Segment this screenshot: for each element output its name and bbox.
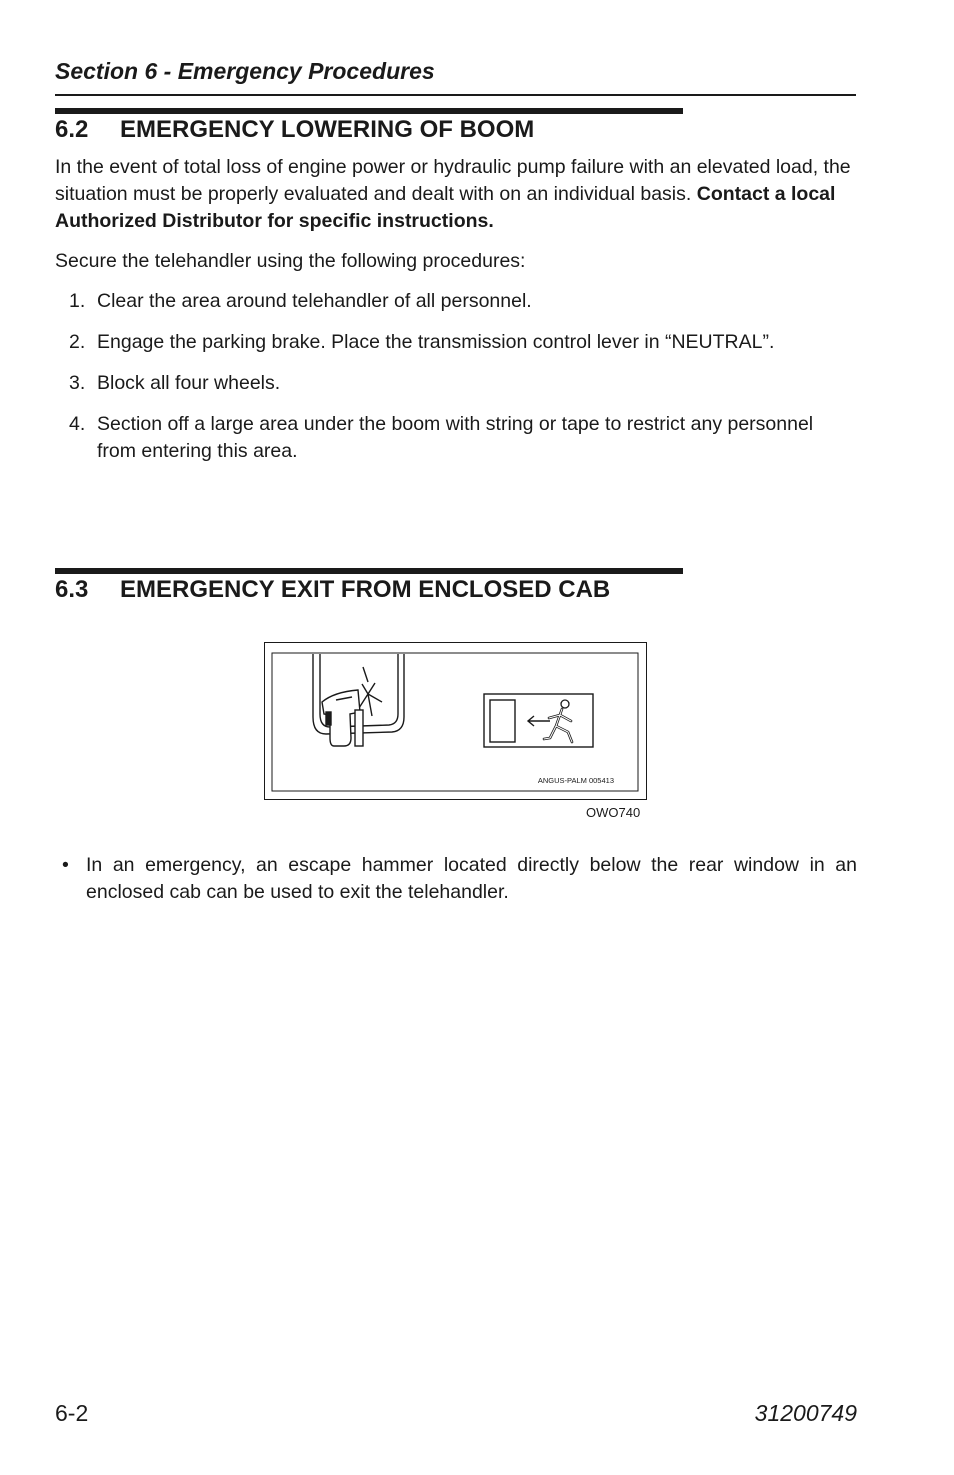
procedure-step xyxy=(55,411,857,465)
escape-hammer-decal-figure xyxy=(264,642,647,800)
section-header-title: Section 6 - Emergency Procedures xyxy=(55,58,435,84)
document-number: 31200749 xyxy=(754,1400,857,1426)
step-text: Engage the parking brake. Place the transmission control lever in “NEUTRAL”. xyxy=(97,331,775,353)
figure-code: OWO740 xyxy=(586,805,641,820)
decal-label: ANGUS-PALM 005413 xyxy=(537,776,614,785)
intro-text: In the event of total loss of engine power or hydraulic pump failure with an elevated load, the situation must be properly evaluated and dealt with on an individual basis. xyxy=(55,156,851,205)
step-number: 3. xyxy=(69,372,86,394)
section-6-3-bar xyxy=(55,568,683,574)
step-number: 2. xyxy=(69,331,86,353)
secure-text: Secure the telehandler using the following procedures: xyxy=(55,250,526,272)
section-6-2-intro xyxy=(55,154,857,235)
step-number: 4. xyxy=(69,413,86,435)
list-item xyxy=(55,852,857,906)
bullet-dot: • xyxy=(62,854,69,876)
page-number: 6-2 xyxy=(55,1400,89,1426)
section-6-3-title: EMERGENCY EXIT FROM ENCLOSED CAB xyxy=(120,576,611,603)
procedure-step xyxy=(55,288,857,315)
step-number: 1. xyxy=(69,290,86,312)
procedure-step xyxy=(55,370,857,397)
step-text: Clear the area around telehandler of all personnel. xyxy=(97,290,532,312)
procedure-step xyxy=(55,329,857,356)
bullet-text: In an emergency, an escape hammer located directly below the rear window in an enclosed cab can be used to exit the telehandler. xyxy=(86,854,857,903)
section-6-3-bullets xyxy=(55,852,857,906)
procedure-steps xyxy=(55,288,857,479)
step-text: Section off a large area under the boom with string or tape to restrict any personnel from entering this area. xyxy=(97,413,814,462)
section-6-2-number: 6.2 xyxy=(55,116,89,143)
step-text: Block all four wheels. xyxy=(97,372,281,394)
emergency-exit-sign-icon xyxy=(484,694,593,747)
section-6-2-title: EMERGENCY LOWERING OF BOOM xyxy=(120,116,535,143)
section-6-2-heading xyxy=(55,116,534,144)
intro-bold-text: Contact a local Authorized Distributor for specific instructions. xyxy=(55,183,836,232)
section-6-3-number: 6.3 xyxy=(55,576,89,603)
section-6-2-bar xyxy=(55,108,683,114)
header-rule xyxy=(55,94,856,96)
section-6-3-heading xyxy=(55,576,610,604)
